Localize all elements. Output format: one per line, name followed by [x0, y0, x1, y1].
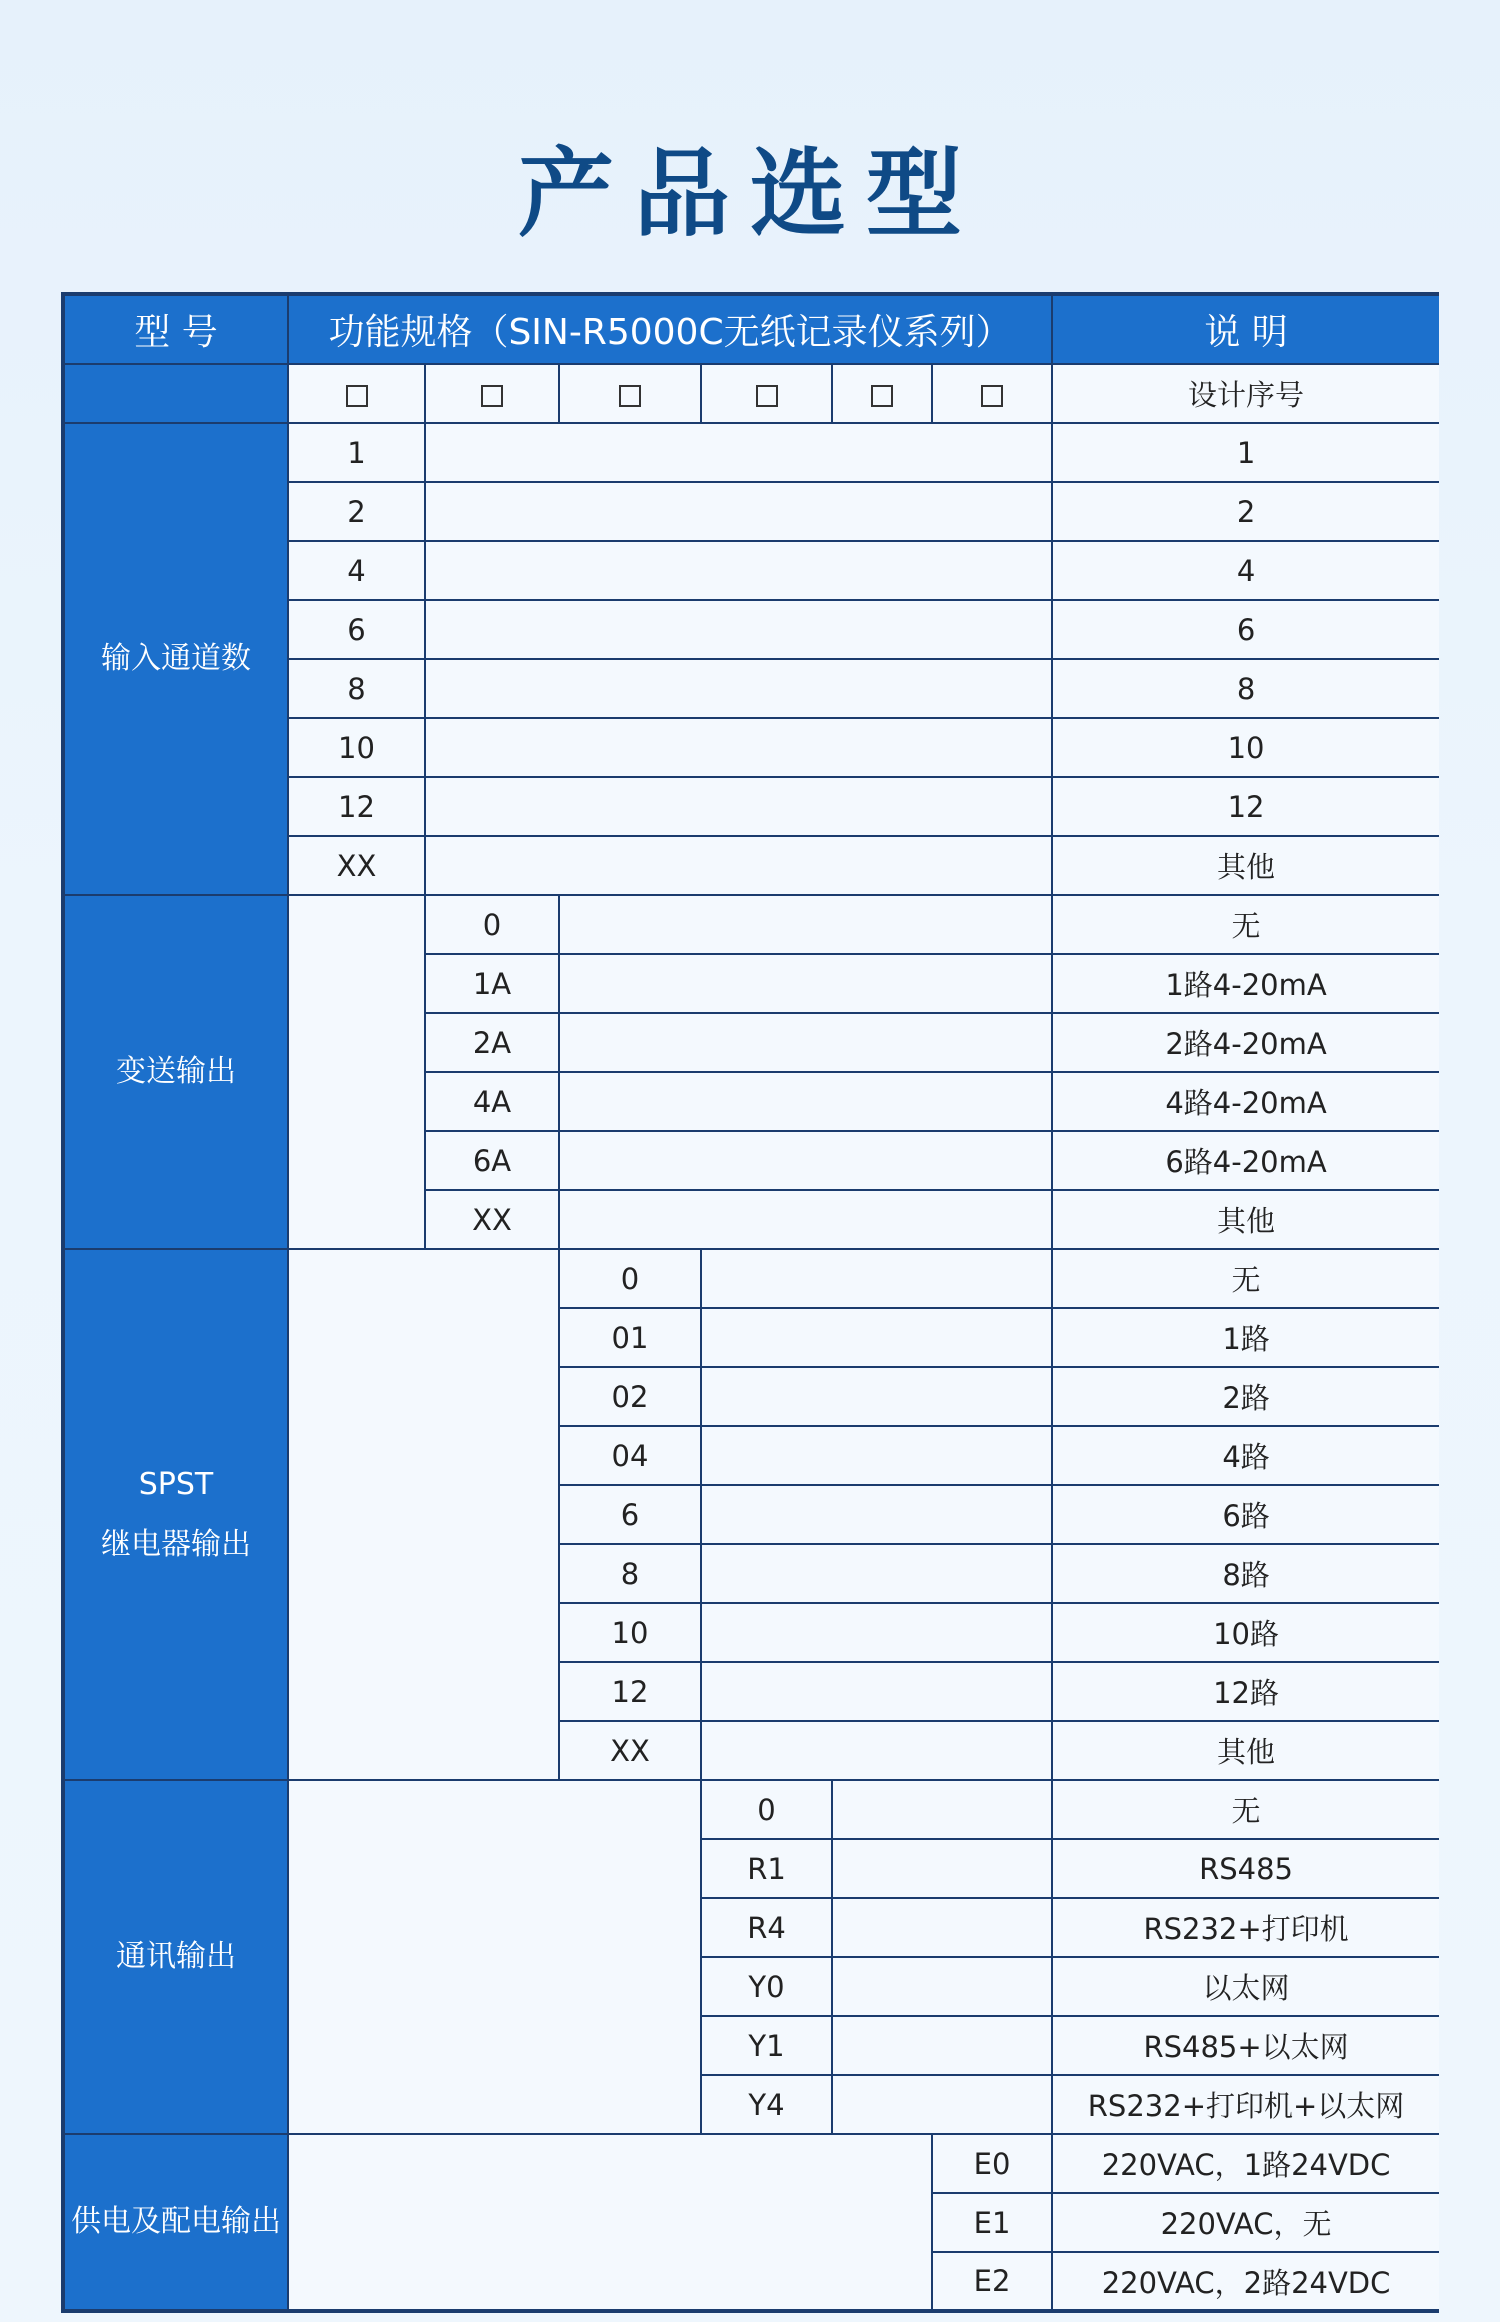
option-code: 6A — [425, 1131, 559, 1190]
code-box-6 — [932, 364, 1052, 423]
option-desc: 12 — [1052, 777, 1439, 836]
spacer-cell — [425, 836, 1052, 895]
code-box-1 — [288, 364, 425, 423]
option-desc: 2路 — [1052, 1367, 1439, 1426]
option-code: 1A — [425, 954, 559, 1013]
option-desc: 8路 — [1052, 1544, 1439, 1603]
indent-cell — [288, 1780, 701, 2134]
option-desc: 以太网 — [1052, 1957, 1439, 2016]
option-desc: 220VAC，1路24VDC — [1052, 2134, 1439, 2193]
header-spec: 功能规格（SIN-R5000C无纸记录仪系列） — [288, 294, 1052, 364]
indent-cell — [288, 2134, 932, 2311]
option-desc: RS485 — [1052, 1839, 1439, 1898]
option-desc: 无 — [1052, 1249, 1439, 1308]
design-serial-row — [63, 364, 1439, 423]
option-code: 4 — [288, 541, 425, 600]
option-code: 1 — [288, 423, 425, 482]
option-code: 4A — [425, 1072, 559, 1131]
option-desc: 10 — [1052, 718, 1439, 777]
indent-cell — [288, 1249, 559, 1780]
option-desc: 无 — [1052, 895, 1439, 954]
spacer-cell — [425, 659, 1052, 718]
table-row — [63, 2134, 1439, 2193]
spacer-cell — [559, 954, 1052, 1013]
option-desc: 2路4-20mA — [1052, 1013, 1439, 1072]
option-desc: 12路 — [1052, 1662, 1439, 1721]
spacer-cell — [832, 1780, 1052, 1839]
option-desc: 1 — [1052, 423, 1439, 482]
option-code: XX — [288, 836, 425, 895]
option-code: XX — [425, 1190, 559, 1249]
group-label-input-channels: 输入通道数 — [63, 423, 288, 895]
table-row — [63, 423, 1439, 482]
option-code: Y1 — [701, 2016, 832, 2075]
spacer-cell — [701, 1367, 1052, 1426]
option-desc: 220VAC，2路24VDC — [1052, 2252, 1439, 2311]
option-code: 6 — [559, 1485, 701, 1544]
option-code: Y0 — [701, 1957, 832, 2016]
option-code: E2 — [932, 2252, 1052, 2311]
option-desc: RS485+以太网 — [1052, 2016, 1439, 2075]
option-code: 10 — [288, 718, 425, 777]
spacer-cell — [701, 1662, 1052, 1721]
selection-table-wrapper — [61, 292, 1439, 2322]
option-code: E1 — [932, 2193, 1052, 2252]
group-label-power-output: 供电及配电输出 — [63, 2134, 288, 2311]
indent-cell — [288, 895, 425, 1249]
spacer-cell — [559, 1131, 1052, 1190]
option-desc: 6路4-20mA — [1052, 1131, 1439, 1190]
spacer-cell — [425, 718, 1052, 777]
option-desc: 1路4-20mA — [1052, 954, 1439, 1013]
option-code: 2 — [288, 482, 425, 541]
spacer-cell — [701, 1249, 1052, 1308]
group-label-line: SPST — [138, 1466, 214, 1502]
checkbox-icon — [981, 385, 1003, 407]
spacer-cell — [425, 541, 1052, 600]
group-label-relay-output — [63, 1249, 288, 1780]
header-row — [63, 294, 1439, 364]
code-box-3 — [559, 364, 701, 423]
product-selection-table — [61, 292, 1439, 2313]
option-code: R1 — [701, 1839, 832, 1898]
option-code: R4 — [701, 1898, 832, 1957]
option-desc: 1路 — [1052, 1308, 1439, 1367]
spacer-cell — [559, 1013, 1052, 1072]
spacer-cell — [701, 1603, 1052, 1662]
spacer-cell — [701, 1544, 1052, 1603]
option-code: 01 — [559, 1308, 701, 1367]
spacer-cell — [701, 1721, 1052, 1780]
option-code: 2A — [425, 1013, 559, 1072]
spacer-cell — [832, 2016, 1052, 2075]
code-box-5 — [832, 364, 932, 423]
spacer-cell — [559, 1072, 1052, 1131]
option-desc: RS232+打印机+以太网 — [1052, 2075, 1439, 2134]
code-box-2 — [425, 364, 559, 423]
spacer-cell — [832, 1957, 1052, 2016]
design-serial-label-cell — [63, 364, 288, 423]
spacer-cell — [425, 482, 1052, 541]
option-desc: 4路4-20mA — [1052, 1072, 1439, 1131]
option-desc: 6路 — [1052, 1485, 1439, 1544]
spacer-cell — [832, 1898, 1052, 1957]
group-label-line: 继电器输出 — [101, 1526, 251, 1562]
option-desc: RS232+打印机 — [1052, 1898, 1439, 1957]
option-desc: 8 — [1052, 659, 1439, 718]
option-code: 0 — [559, 1249, 701, 1308]
option-desc: 2 — [1052, 482, 1439, 541]
option-code: 10 — [559, 1603, 701, 1662]
option-desc: 其他 — [1052, 1190, 1439, 1249]
table-row — [63, 895, 1439, 954]
spacer-cell — [832, 2075, 1052, 2134]
option-code: 12 — [288, 777, 425, 836]
option-desc: 其他 — [1052, 1721, 1439, 1780]
spacer-cell — [425, 423, 1052, 482]
spacer-cell — [559, 1190, 1052, 1249]
option-code: 02 — [559, 1367, 701, 1426]
option-code: 8 — [288, 659, 425, 718]
group-label-comm-output: 通讯输出 — [63, 1780, 288, 2134]
option-desc: 无 — [1052, 1780, 1439, 1839]
spacer-cell — [701, 1308, 1052, 1367]
spacer-cell — [559, 895, 1052, 954]
code-box-4 — [701, 364, 832, 423]
option-code: 12 — [559, 1662, 701, 1721]
checkbox-icon — [481, 385, 503, 407]
design-serial-desc: 设计序号 — [1052, 364, 1439, 423]
option-code: XX — [559, 1721, 701, 1780]
option-code: 8 — [559, 1544, 701, 1603]
table-row — [63, 1249, 1439, 1308]
group-label-transmit-output: 变送输出 — [63, 895, 288, 1249]
checkbox-icon — [346, 385, 368, 407]
header-description: 说 明 — [1052, 294, 1439, 364]
option-desc: 4 — [1052, 541, 1439, 600]
spacer-cell — [425, 600, 1052, 659]
checkbox-icon — [619, 385, 641, 407]
page-title: 产品选型 — [518, 138, 982, 250]
checkbox-icon — [756, 385, 778, 407]
table-row — [63, 1780, 1439, 1839]
spacer-cell — [701, 1485, 1052, 1544]
checkbox-icon — [871, 385, 893, 407]
option-desc: 220VAC，无 — [1052, 2193, 1439, 2252]
option-code: 04 — [559, 1426, 701, 1485]
option-code: 0 — [425, 895, 559, 954]
option-code: 6 — [288, 600, 425, 659]
option-desc: 6 — [1052, 600, 1439, 659]
option-code: E0 — [932, 2134, 1052, 2193]
spacer-cell — [425, 777, 1052, 836]
option-desc: 其他 — [1052, 836, 1439, 895]
header-model: 型 号 — [63, 294, 288, 364]
spacer-cell — [832, 1839, 1052, 1898]
option-desc: 4路 — [1052, 1426, 1439, 1485]
option-code: 0 — [701, 1780, 832, 1839]
option-code: Y4 — [701, 2075, 832, 2134]
spacer-cell — [701, 1426, 1052, 1485]
option-desc: 10路 — [1052, 1603, 1439, 1662]
